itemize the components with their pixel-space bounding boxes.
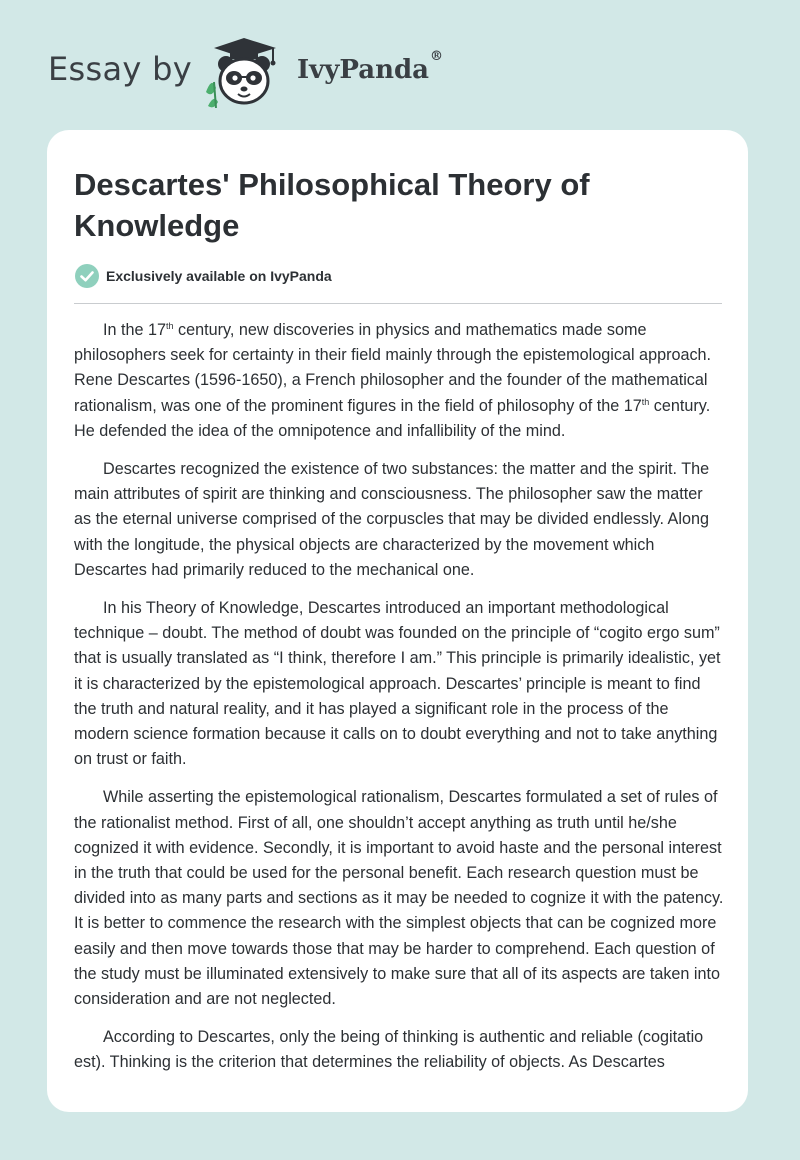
paragraph: In his Theory of Knowledge, Descartes introduced an important methodological technique – doubt. The method of doubt was founded on the principle of “cogito ergo sum” that is usually translated as “I think, therefore I am.” This principle is primarily idealistic, yet it is characterized by the epistemological approach. Descartes’ principle is meant to find the truth and natural reality, and it has played a significant role in the process of the modern science formation because it calls on to doubt everything and not to take anything on trust or faith. [74,599,721,769]
essay-card [47,130,748,1112]
ordinal-suffix: th [641,396,650,407]
paragraph [74,318,724,444]
exclusive-badge [74,263,332,289]
divider [74,303,722,304]
paragraph: According to Descartes, only the being of thinking is authentic and reliable (cogitatio est). Thinking is the criterion that determines the reliability of objects. As Descartes [74,1028,704,1072]
ordinal-suffix: th [166,321,174,331]
exclusive-badge-label: Exclusively available on IvyPanda [106,268,332,284]
registered-mark: ® [430,49,444,64]
panda-graduate-icon [200,36,292,108]
brand-prefix: Essay by [48,50,192,88]
paragraph: While asserting the epistemological rationalism, Descartes formulated a set of rules of the rationalist method. First of all, one shouldn’t accept anything as truth until he/she cognized it with evidence. Secondly, it is important to avoid haste and the personal interest in the truth that could be used for the personal benefit. Each research question must be divided into as many parts and sections as it may be needed to cognize it with the patency. It is better to commence the research with the simplest objects that can be cognized more easily and then move towards those that may be harder to comprehend. Each question of the study must be illuminated extensively to make sure that all of its aspects are taken into consideration and are not neglected. [74,788,724,1009]
brand-name-text: IvyPanda [297,55,430,85]
check-circle-icon [74,263,100,289]
paragraph-text: In the 17 [103,321,167,339]
brand-name[interactable] [297,49,444,85]
paragraph-text: century. He defended the idea of the omnipotence and infallibility of the mind. [74,396,711,440]
essay-body [74,318,724,1089]
site-header [0,0,800,130]
essay-title: Descartes' Philosophical Theory of Knowledge [74,167,590,243]
paragraph: Descartes recognized the existence of two substances: the matter and the spirit. The main attributes of spirit are thinking and consciousness. The philosopher saw the matter as the eternal universe comprised of the corpuscles that may be divided endlessly. Along with the longitude, the physical objects are characterized by the movement which Descartes had primarily reduced to the mechanical one. [74,460,710,579]
paragraph-text: century, new discoveries in physics and mathematics made some philosophers seek for certainty in their field mainly through the epistemological approach. Rene Descartes (1596-1650), a French philosopher and the founder of the mathematical rationalism, was one of the prominent figures in the field of philosophy of the 17 [74,321,712,415]
